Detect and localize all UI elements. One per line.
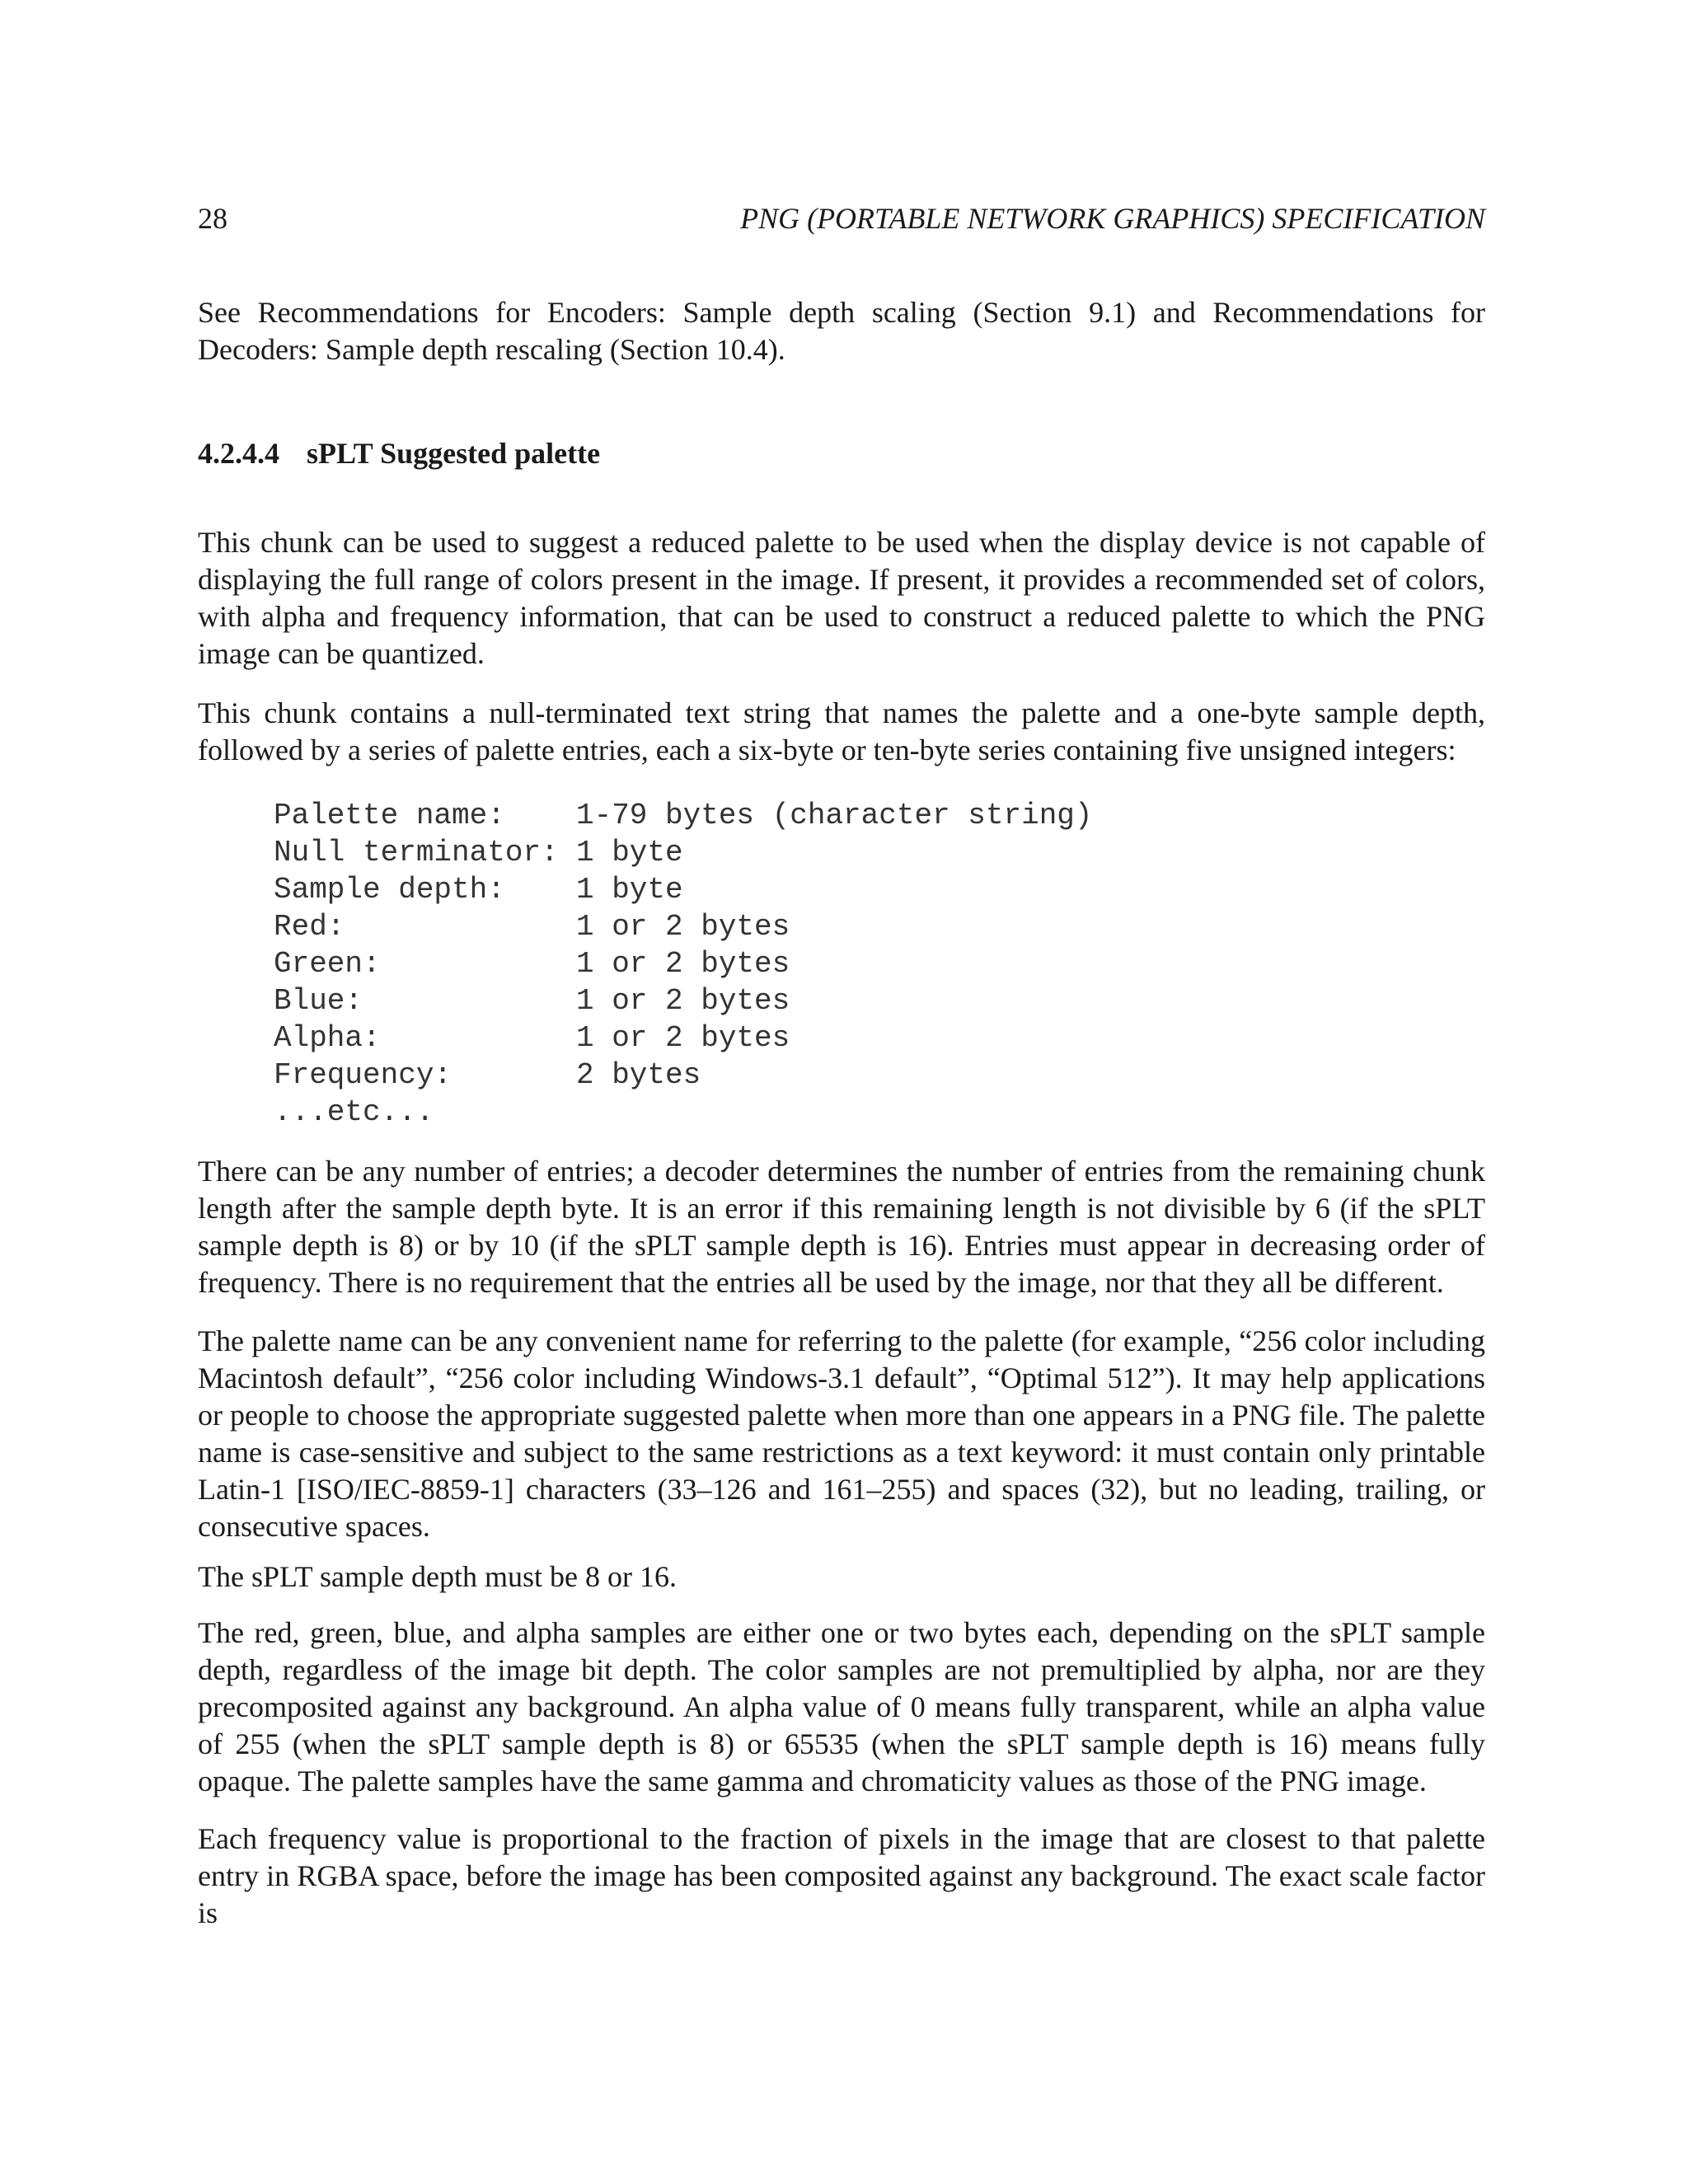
code-field-name: Palette name: (274, 799, 505, 832)
code-row (274, 1094, 1093, 1131)
code-row (274, 871, 1093, 908)
code-field-size: 2 bytes (576, 1058, 701, 1092)
paragraph: Each frequency value is proportional to the fraction of pixels in the image that are closest to that palette entry in RGBA space, before the image has been composited against any background. The exact scale factor is (198, 1822, 1485, 1929)
code-row (274, 945, 1093, 982)
code-field-size: 1 or 2 bytes (576, 1021, 790, 1055)
code-field-name: ...etc... (274, 1095, 434, 1129)
paragraph: This chunk can be used to suggest a reduced palette to be used when the display device is not capable of displaying the full range of colors present in the image. If present, it provides a recommended set of colors, with alpha and frequency information, that can be used to construct a reduced palette to which the PNG image can be quantized. (198, 526, 1485, 670)
code-row (274, 1057, 1093, 1094)
code-field-name: Alpha: (274, 1021, 381, 1055)
code-field-size: 1 or 2 bytes (576, 947, 790, 981)
code-field-name: Sample depth: (274, 873, 505, 907)
paragraph: This chunk contains a null-terminated text string that names the palette and a one-byte sample depth, followed by a series of palette entries, each a six-byte or ten-byte series containing five unsigned integers: (198, 696, 1485, 766)
code-row (274, 908, 1093, 945)
page-number: 28 (198, 202, 227, 235)
code-row (274, 797, 1093, 834)
paragraph: The palette name can be any convenient name for referring to the palette (for example, “256 color including Macintosh default”, “256 color including Windows-3.1 default”, “Optimal 512”). It may help applications or people to choose the appropriate suggested palette when more than one appears in a PNG file. The palette name is case-sensitive and subject to the same restrictions as a text keyword: it must contain only printable Latin-1 [ISO/IEC-8859-1] characters (33–126 and 161–255) and spaces (32), but no leading, trailing, or consecutive spaces. (198, 1324, 1485, 1543)
code-row (274, 1019, 1093, 1057)
code-field-size: 1 byte (576, 873, 683, 907)
paragraph: The sPLT sample depth must be 8 or 16. (198, 1560, 677, 1593)
code-field-size: 1 or 2 bytes (576, 910, 790, 944)
code-field-size: 1 or 2 bytes (576, 984, 790, 1018)
running-header (198, 198, 1485, 239)
code-field-name: Green: (274, 947, 381, 981)
code-field-size: 1 byte (576, 836, 683, 869)
code-field-size: 1-79 bytes (character string) (576, 799, 1093, 832)
code-row (274, 834, 1093, 871)
document-page (198, 0, 1485, 2184)
code-field-name: Null terminator: (274, 836, 559, 869)
code-field-name: Red: (274, 910, 345, 944)
running-title: PNG (PORTABLE NETWORK GRAPHICS) SPECIFICATION (740, 202, 1485, 235)
section-title: sPLT Suggested palette (307, 437, 601, 470)
section-heading (198, 433, 600, 474)
paragraph: The red, green, blue, and alpha samples are either one or two bytes each, depending on the sPLT sample depth, regardless of the image bit depth. The color samples are not premultiplied by alpha, nor are they precomposited against any background. An alpha value of 0 means fully transparent, while an alpha value of 255 (when the sPLT sample depth is 8) or 65535 (when the sPLT sample depth is 16) means fully opaque. The palette samples have the same gamma and chromaticity values as those of the PNG image. (198, 1616, 1485, 1797)
code-row (274, 982, 1093, 1019)
code-field-name: Frequency: (274, 1058, 452, 1092)
section-number: 4.2.4.4 (198, 437, 279, 470)
intro-paragraph: See Recommendations for Encoders: Sample depth scaling (Section 9.1) and Recommendations for Decoders: Sample depth rescaling (Section 10.4). (198, 296, 1485, 366)
code-field-name: Blue: (274, 984, 363, 1018)
chunk-layout-code-block (274, 797, 1093, 1131)
paragraph: There can be any number of entries; a decoder determines the number of entries from the remaining chunk length after the sample depth byte. It is an error if this remaining length is not divisible by 6 (if the sPLT sample depth is 8) or by 10 (if the sPLT sample depth is 16). Entries must appear in decreasing order of frequency. There is no requirement that the entries all be used by the image, nor that they all be different. (198, 1155, 1485, 1299)
